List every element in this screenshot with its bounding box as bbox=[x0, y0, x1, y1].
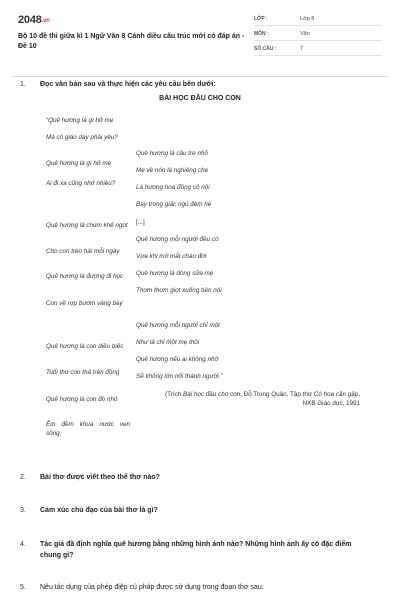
poem-line: Cho con trèo hái mỗi ngày bbox=[46, 248, 120, 255]
meta-row-count bbox=[254, 42, 382, 56]
meta-row-subject bbox=[254, 27, 382, 41]
poem-line: Quê hương mỗi người đều có bbox=[136, 236, 219, 243]
poem-line: Quê hương là cầu tre nhỏ bbox=[136, 150, 208, 157]
question-text-line-2: chung gì? bbox=[40, 552, 74, 559]
meta-value: Lớp 8 bbox=[300, 16, 315, 22]
poem-line: Con về rợp bướm vàng bay bbox=[46, 300, 123, 307]
poem-line: Quê hương là con đò nhỏ bbox=[46, 396, 118, 403]
poem-line: “Quê hương là gì hở mẹ bbox=[46, 117, 114, 124]
poem-line: Ai đi xa cũng nhớ nhiều? bbox=[46, 180, 116, 187]
citation-publisher: , NXB Giáo dục, 1991 bbox=[302, 391, 360, 407]
citation-book: Có hoa cần gặp bbox=[313, 391, 359, 398]
meta-label: SỐ CÂU : bbox=[254, 46, 277, 52]
question-text: Bài thơ được viết theo thể thơ nào? bbox=[40, 474, 160, 481]
citation-author: , Đỗ Trung Quân, Tập thơ bbox=[240, 391, 314, 398]
meta-row-class bbox=[254, 12, 382, 26]
question-text: Đọc văn bản sau và thực hiện các yêu cầu bên dưới: bbox=[40, 81, 216, 88]
citation-work: Bài học đầu cho con bbox=[183, 391, 241, 398]
meta-value: Văn bbox=[300, 31, 310, 37]
question-number: 1. bbox=[20, 81, 26, 88]
header bbox=[18, 10, 382, 68]
question-number: 4. bbox=[20, 541, 26, 548]
logo-text: 2048 bbox=[18, 14, 42, 26]
meta-label: LỚP : bbox=[254, 16, 268, 22]
poem-line: Tuổi thơ con thả trên đồng bbox=[46, 369, 120, 376]
poem-line: Quê hương nếu ai không nhớ bbox=[136, 356, 219, 363]
document-title: Bộ 10 đề thi giữa kì 1 Ngữ Văn 8 Cánh diều cấu trúc mới có đáp án - Đề 10 bbox=[18, 33, 245, 50]
poem-line: Sẽ không lớn nổi thành người.” bbox=[136, 373, 223, 380]
header-divider bbox=[12, 76, 388, 77]
logo-suffix: .vn bbox=[41, 18, 50, 24]
meta-label: MÔN : bbox=[254, 31, 269, 37]
citation-prefix: (Trích bbox=[165, 391, 184, 398]
poem-line: Thơm thơm giọt xuống bên nôi bbox=[136, 287, 222, 294]
poem-line: Quê hương là con diều biếc bbox=[46, 343, 124, 350]
meta-panel bbox=[254, 12, 382, 57]
question-number: 3. bbox=[20, 507, 26, 514]
poem-line: Như là chỉ một mẹ thôi bbox=[136, 339, 200, 346]
site-logo[interactable] bbox=[18, 14, 50, 26]
poem-line: Vừa khi mở mắt chào đời bbox=[136, 253, 207, 260]
meta-value: 7 bbox=[300, 46, 304, 52]
poem-line: Êm đềm khua nước ven sông. bbox=[46, 421, 130, 437]
poem-ellipsis: [...] bbox=[136, 219, 145, 226]
question-text-line-1: Tác giả đã định nghĩa quê hương bằng những hình ảnh nào? Những hình ảnh ấy có đặc điểm bbox=[40, 541, 352, 548]
poem-line: Mà cô giáo dạy phải yêu? bbox=[46, 134, 118, 141]
poem-line: Quê hương là dòng sữa mẹ bbox=[136, 270, 214, 277]
poem-line: Quê hương là chùm khế ngọt bbox=[46, 222, 128, 229]
poem-line: Bay trong giấc ngủ đêm hè bbox=[136, 201, 212, 208]
poem-line: Quê hương là gì hở mẹ bbox=[46, 160, 112, 167]
poem-citation bbox=[152, 390, 360, 408]
question-number: 2. bbox=[20, 474, 26, 481]
poem-title: BÀI HỌC ĐẦU CHO CON bbox=[159, 95, 241, 102]
question-text: Cảm xúc chủ đạo của bài thơ là gì? bbox=[40, 507, 158, 514]
poem-line: Mẹ về nón lá nghiêng che bbox=[136, 167, 209, 174]
poem-line: Quê hương mỗi người chỉ một bbox=[136, 322, 220, 329]
question-text: Nêu tác dụng của phép điệp cú pháp được sử dụng trong đoạn thơ sau: bbox=[40, 584, 264, 591]
question-4 bbox=[20, 540, 380, 562]
question-number: 5. bbox=[20, 584, 26, 591]
poem-line: Là hương hoa đồng cỏ nội bbox=[136, 184, 210, 191]
poem-line: Quê hương là đường đi học bbox=[46, 273, 124, 280]
